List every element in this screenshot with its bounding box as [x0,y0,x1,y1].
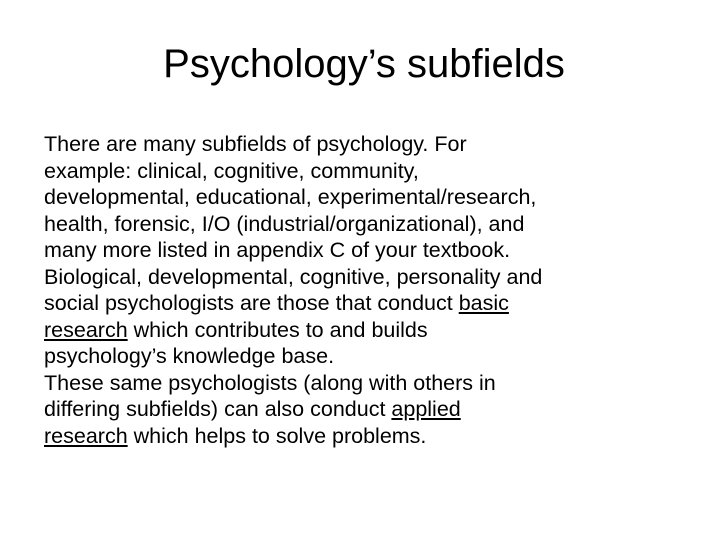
bullet-line-text: differing subfields) can also conduct [44,397,392,421]
bullet-basic-research [44,264,724,370]
bullet-line: psychology’s knowledge base. [44,344,335,368]
bullet-line: developmental, educational, experimental/research, [44,185,537,209]
bullet-line: example: clinical, cognitive, community, [44,158,419,183]
term-basic: basic [458,291,509,315]
bullet-line: These same psychologists (along with others in [44,370,496,395]
term-applied: applied [391,397,461,421]
bullet-list [44,131,724,449]
bullet-line-text: which contributes to and builds [127,317,428,342]
bullet-subfields [44,131,724,264]
bullet-applied-research [44,370,724,450]
bullet-line [44,423,724,450]
term-research: research [44,317,128,342]
bullet-line: health, forensic, I/O (industrial/organizational), and [44,211,525,236]
slide-title: Psychology’s subfields [163,42,565,86]
bullet-line: many more listed in appendix C of your textbook. [44,238,511,262]
bullet-line [44,317,724,344]
bullet-line [44,290,724,317]
bullet-line-text: which helps to solve problems. [127,423,427,448]
bullet-line: Biological, developmental, cognitive, personality and [44,264,543,289]
term-research: research [44,423,128,448]
bullet-line [44,396,724,423]
bullet-line-text: social psychologists are those that conduct [44,291,459,315]
bullet-line: There are many subfields of psychology. For [44,132,467,156]
